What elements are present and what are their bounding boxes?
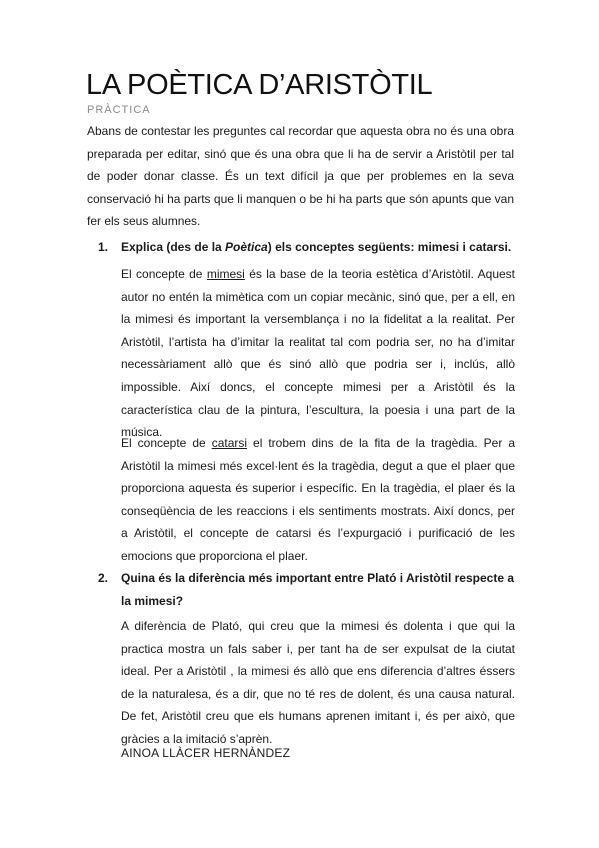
question-2-text: Quina és la diferència més important entre Plató i Aristòtil respecte a la mimesi? [121, 571, 515, 608]
question-1-number: 1. [98, 240, 109, 254]
question-1-text-part-1: Explica (des de la [121, 240, 226, 254]
answer-1-p1-start: El concepte de [121, 267, 207, 281]
author-signature: AINOA LLÀCER HERNÀNDEZ [121, 746, 291, 760]
answer-1-p2-start: El concepte de [121, 436, 212, 450]
term-mimesi: mimesi [206, 267, 245, 281]
answer-2-paragraph: A diferència de Plató, qui creu que la mimesi és dolenta i que qui la practica mostra un fals saber i, per tant ha de ser expulsat de la ciutat ideal. Per a Aristòtil , la mimesi és allò que ens diferencia d’altres éssers de la naturalesa, és a dir, que no té res de dolent, és una causa natural. De fet, Aristòtil creu que els humans aprenen imitant i, és per això, que gràcies a la imitació s’aprèn. [121, 619, 515, 746]
document-subtitle: PRÀCTICA [87, 104, 151, 116]
answer-1-p1-rest: és la base de la teoria estètica d’Aristòtil. Aquest autor no entén la mimètica com un copiar mecànic, sinó que, per a ell, en la mimesi és important la versemblança i no la fidelitat a la realitat. Per Aristòtil, l’artista ha d’imitar la realitat tal com podria ser, no ha d’imitar necessàriament allò que és sinó allò que podria ser i, inclús, allò impossible. Així doncs, el concepte mimesi per a Aristòtil és la característica clau de la pintura, l’escultura, la poesia i una part de la música. [121, 267, 515, 440]
question-1-text [121, 236, 516, 259]
question-1-italic-title: Poètica [225, 240, 268, 254]
answer-1-paragraph-catarsi [121, 432, 515, 568]
answer-1-p2-rest: el trobem dins de la fita de la tragèdia. Per a Aristòtil la mimesi més excel·lent és la tragèdia, degut a que el plaer que proporciona aquesta és superior i específic. En la tragèdia, el plaer és la conseqüència de les reaccions i els sentiments mostrats. Així doncs, per a Aristòtil, el concepte de catarsi és l’expurgació i purificació de les emocions que proporciona el plaer. [121, 436, 515, 563]
answer-1-paragraph-mimesi [121, 263, 515, 444]
term-catarsi: catarsi [211, 436, 248, 450]
intro-paragraph: Abans de contestar les preguntes cal recordar que aquesta obra no és una obra preparada per editar, sinó que és una obra que li ha de servir a Aristòtil per tal de poder donar classe. És un text difícil ja que per problemes en la seva conservació hi ha parts que li manquen o be hi ha parts que són apunts que van fer els seus alumnes. [87, 124, 514, 229]
document-title: LA POÈTICA D’ARISTÒTIL [86, 69, 433, 101]
question-1-text-part-2: ) els conceptes següents: mimesi i catarsi. [267, 240, 512, 254]
question-2-number: 2. [98, 571, 109, 585]
